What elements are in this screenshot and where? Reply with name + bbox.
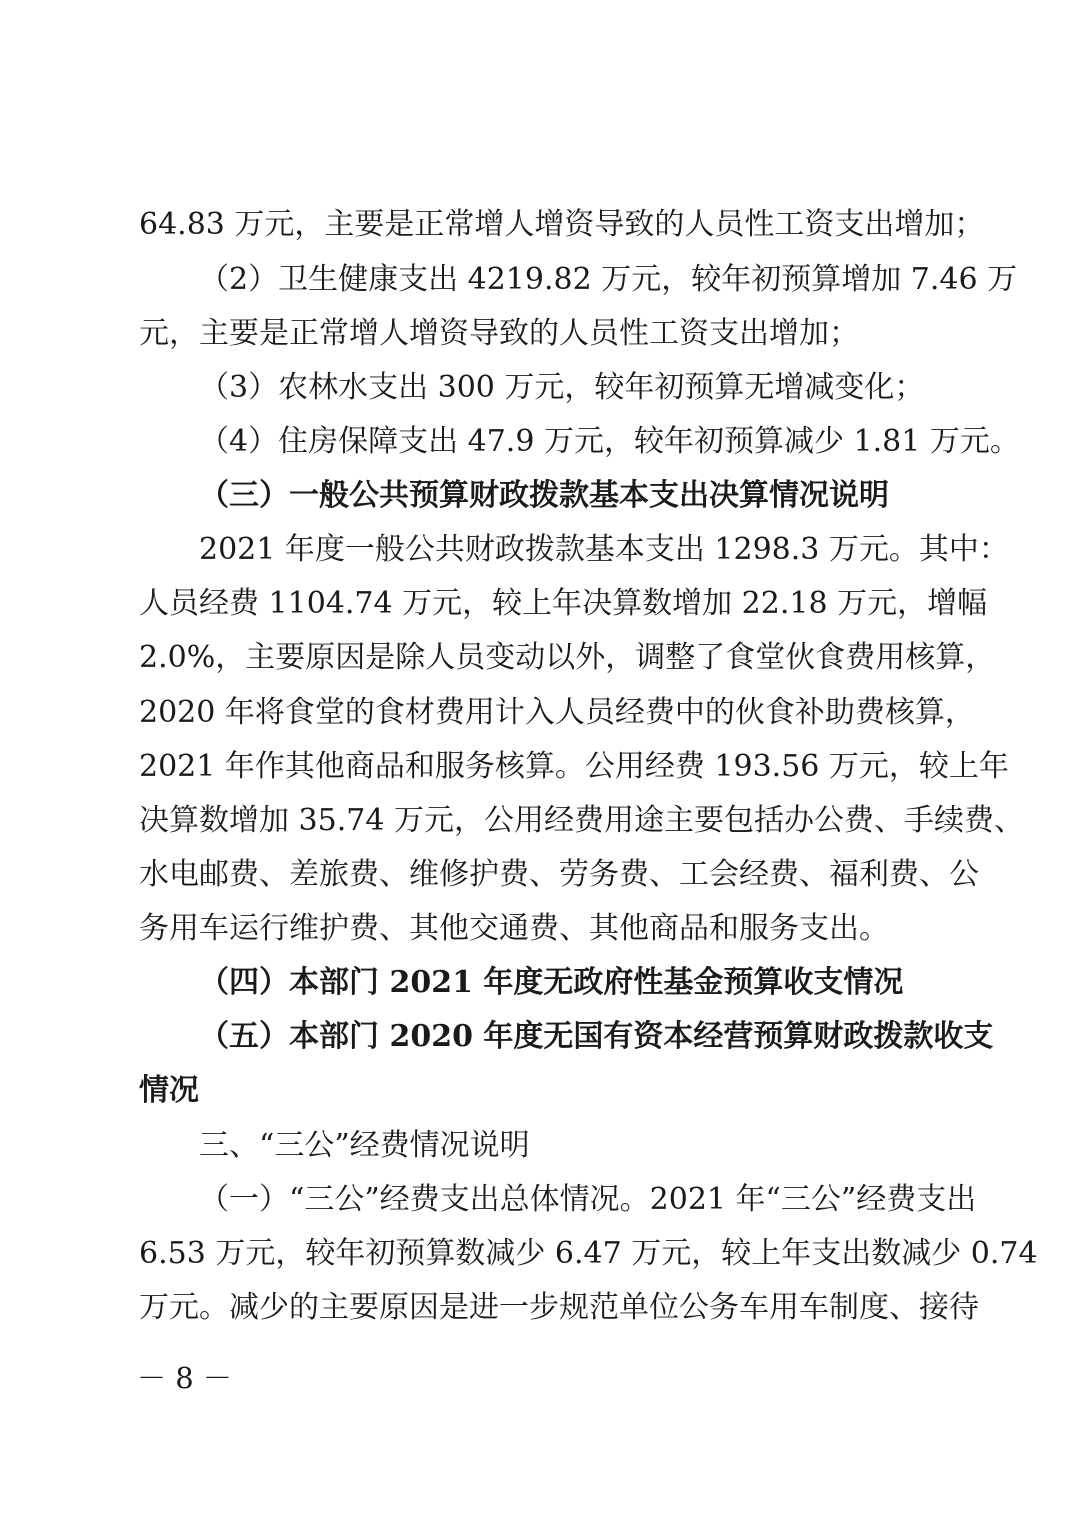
body-text-line: （一）“三公”经费支出总体情况。2021 年“三公”经费支出	[199, 1182, 977, 1217]
body-text-line: 64.83 万元，主要是正常增人增资导致的人员性工资支出增加；	[139, 207, 985, 242]
page-number: － 8 －	[137, 1361, 232, 1395]
body-text-line: 2.0%，主要原因是除人员变动以外，调整了食堂伙食费用核算，	[139, 640, 996, 675]
body-text-line: 2020 年将食堂的食材费用计入人员经费中的伙食补助费核算，	[139, 695, 975, 730]
body-text-line: 元，主要是正常增人增资导致的人员性工资支出增加；	[139, 316, 859, 351]
body-text-line: 万元。减少的主要原因是进一步规范单位公务车用车制度、接待	[139, 1290, 979, 1325]
body-text-line: 决算数增加 35.74 万元，公用经费用途主要包括办公费、手续费、	[139, 803, 1024, 838]
section-heading: （四）本部门 2021 年度无政府性基金预算收支情况	[199, 965, 904, 1000]
section-heading: （五）本部门 2020 年度无国有资本经营预算财政拨款收支	[199, 1019, 994, 1054]
body-text-line: 务用车运行维护费、其他交通费、其他商品和服务支出。	[139, 911, 889, 946]
body-text-line: （2）卫生健康支出 4219.82 万元，较年初预算增加 7.46 万	[199, 262, 1018, 297]
section-heading: （三）一般公共预算财政拨款基本支出决算情况说明	[199, 478, 889, 513]
body-text-line: （3）农林水支出 300 万元，较年初预算无增减变化；	[199, 370, 925, 405]
body-text-line: 6.53 万元，较年初预算数减少 6.47 万元，较上年支出数减少 0.74	[139, 1236, 1038, 1271]
body-text-line: 水电邮费、差旅费、维修护费、劳务费、工会经费、福利费、公	[139, 857, 979, 892]
section-heading: 三、“三公”经费情况说明	[199, 1128, 530, 1163]
body-text-line: 2021 年度一般公共财政拨款基本支出 1298.3 万元。其中：	[199, 532, 1009, 567]
body-text-line: 人员经费 1104.74 万元，较上年决算数增加 22.18 万元，增幅	[139, 586, 988, 621]
body-text-line: 2021 年作其他商品和服务核算。公用经费 193.56 万元，较上年	[139, 749, 1009, 784]
section-heading-continued: 情况	[139, 1073, 199, 1108]
body-text-line: （4）住房保障支出 47.9 万元，较年初预算减少 1.81 万元。	[199, 424, 1020, 459]
